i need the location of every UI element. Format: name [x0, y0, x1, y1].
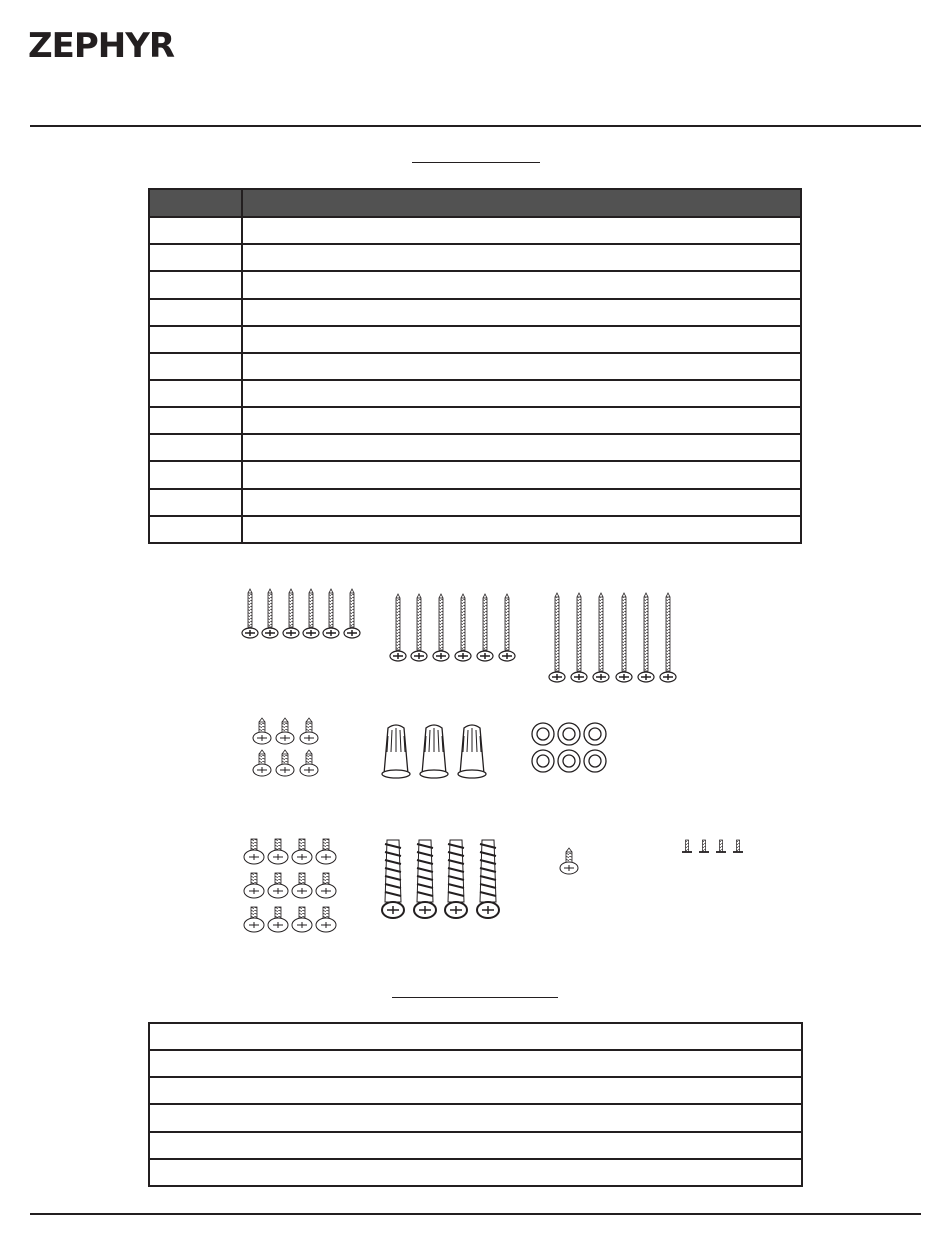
- screw-icon: [499, 594, 515, 661]
- screw-icon: [733, 840, 743, 852]
- screw-icon: [244, 839, 264, 864]
- washer-icon: [532, 750, 554, 772]
- screw-icon: [616, 593, 632, 682]
- wire-nut-icon: [458, 725, 486, 778]
- screw-icon: [244, 907, 264, 932]
- medium-screws-group: [390, 594, 515, 661]
- screw-icon: [303, 589, 319, 638]
- washer-icon: [558, 723, 580, 745]
- screw-icon: [344, 589, 360, 638]
- screw-icon: [292, 907, 312, 932]
- screw-icon: [638, 593, 654, 682]
- screw-icon: [244, 873, 264, 898]
- screw-icon: [276, 750, 294, 776]
- table-row: [149, 1077, 802, 1104]
- anchor-icon: [414, 840, 436, 918]
- screw-icon: [390, 594, 406, 661]
- table-row: [149, 1159, 802, 1186]
- flat-screws-group: [682, 840, 743, 852]
- screw-icon: [560, 848, 578, 874]
- screw-icon: [253, 718, 271, 744]
- screw-icon: [316, 839, 336, 864]
- footer-divider: [30, 1213, 921, 1215]
- hardware-title-underline: [392, 997, 558, 998]
- washers-group: [532, 723, 606, 772]
- anchor-icon: [445, 840, 467, 918]
- table-row: [149, 1132, 802, 1159]
- screw-icon: [716, 840, 726, 852]
- truss-head-screws-group: [244, 839, 336, 932]
- screw-icon: [571, 593, 587, 682]
- hardware-table: [148, 1022, 803, 1187]
- screw-icon: [268, 907, 288, 932]
- wire-nuts-group: [382, 725, 486, 778]
- anchor-icon: [382, 840, 404, 918]
- washer-icon: [532, 723, 554, 745]
- screw-icon: [549, 593, 565, 682]
- screw-icon: [316, 907, 336, 932]
- wall-anchors-group: [382, 840, 499, 918]
- screw-icon: [268, 839, 288, 864]
- screw-icon: [262, 589, 278, 638]
- screw-icon: [283, 589, 299, 638]
- screw-icon: [699, 840, 709, 852]
- zephyr-logo: ZEPHYR: [28, 26, 175, 66]
- screw-icon: [682, 840, 692, 852]
- table-row: [149, 1023, 802, 1050]
- screw-icon: [292, 873, 312, 898]
- wire-nut-icon: [382, 725, 410, 778]
- screw-icon: [276, 718, 294, 744]
- screw-icon: [253, 750, 271, 776]
- anchor-icon: [477, 840, 499, 918]
- screw-icon: [455, 594, 471, 661]
- table-row: [149, 1050, 802, 1077]
- washer-icon: [584, 750, 606, 772]
- screw-icon: [477, 594, 493, 661]
- screw-icon: [300, 718, 318, 744]
- screw-icon: [660, 593, 676, 682]
- screw-icon: [316, 873, 336, 898]
- screw-icon: [292, 839, 312, 864]
- stubby-screws-group: [253, 718, 318, 776]
- washer-icon: [558, 750, 580, 772]
- wire-nut-icon: [420, 725, 448, 778]
- screw-icon: [411, 594, 427, 661]
- screw-icon: [323, 589, 339, 638]
- screw-icon: [242, 589, 258, 638]
- long-screws-group: [549, 593, 676, 682]
- screw-icon: [300, 750, 318, 776]
- screw-icon: [433, 594, 449, 661]
- short-screws-group: [242, 589, 360, 638]
- single-small-screw-group: [560, 848, 578, 874]
- washer-icon: [584, 723, 606, 745]
- screw-icon: [268, 873, 288, 898]
- table-row: [149, 1104, 802, 1131]
- screw-icon: [593, 593, 609, 682]
